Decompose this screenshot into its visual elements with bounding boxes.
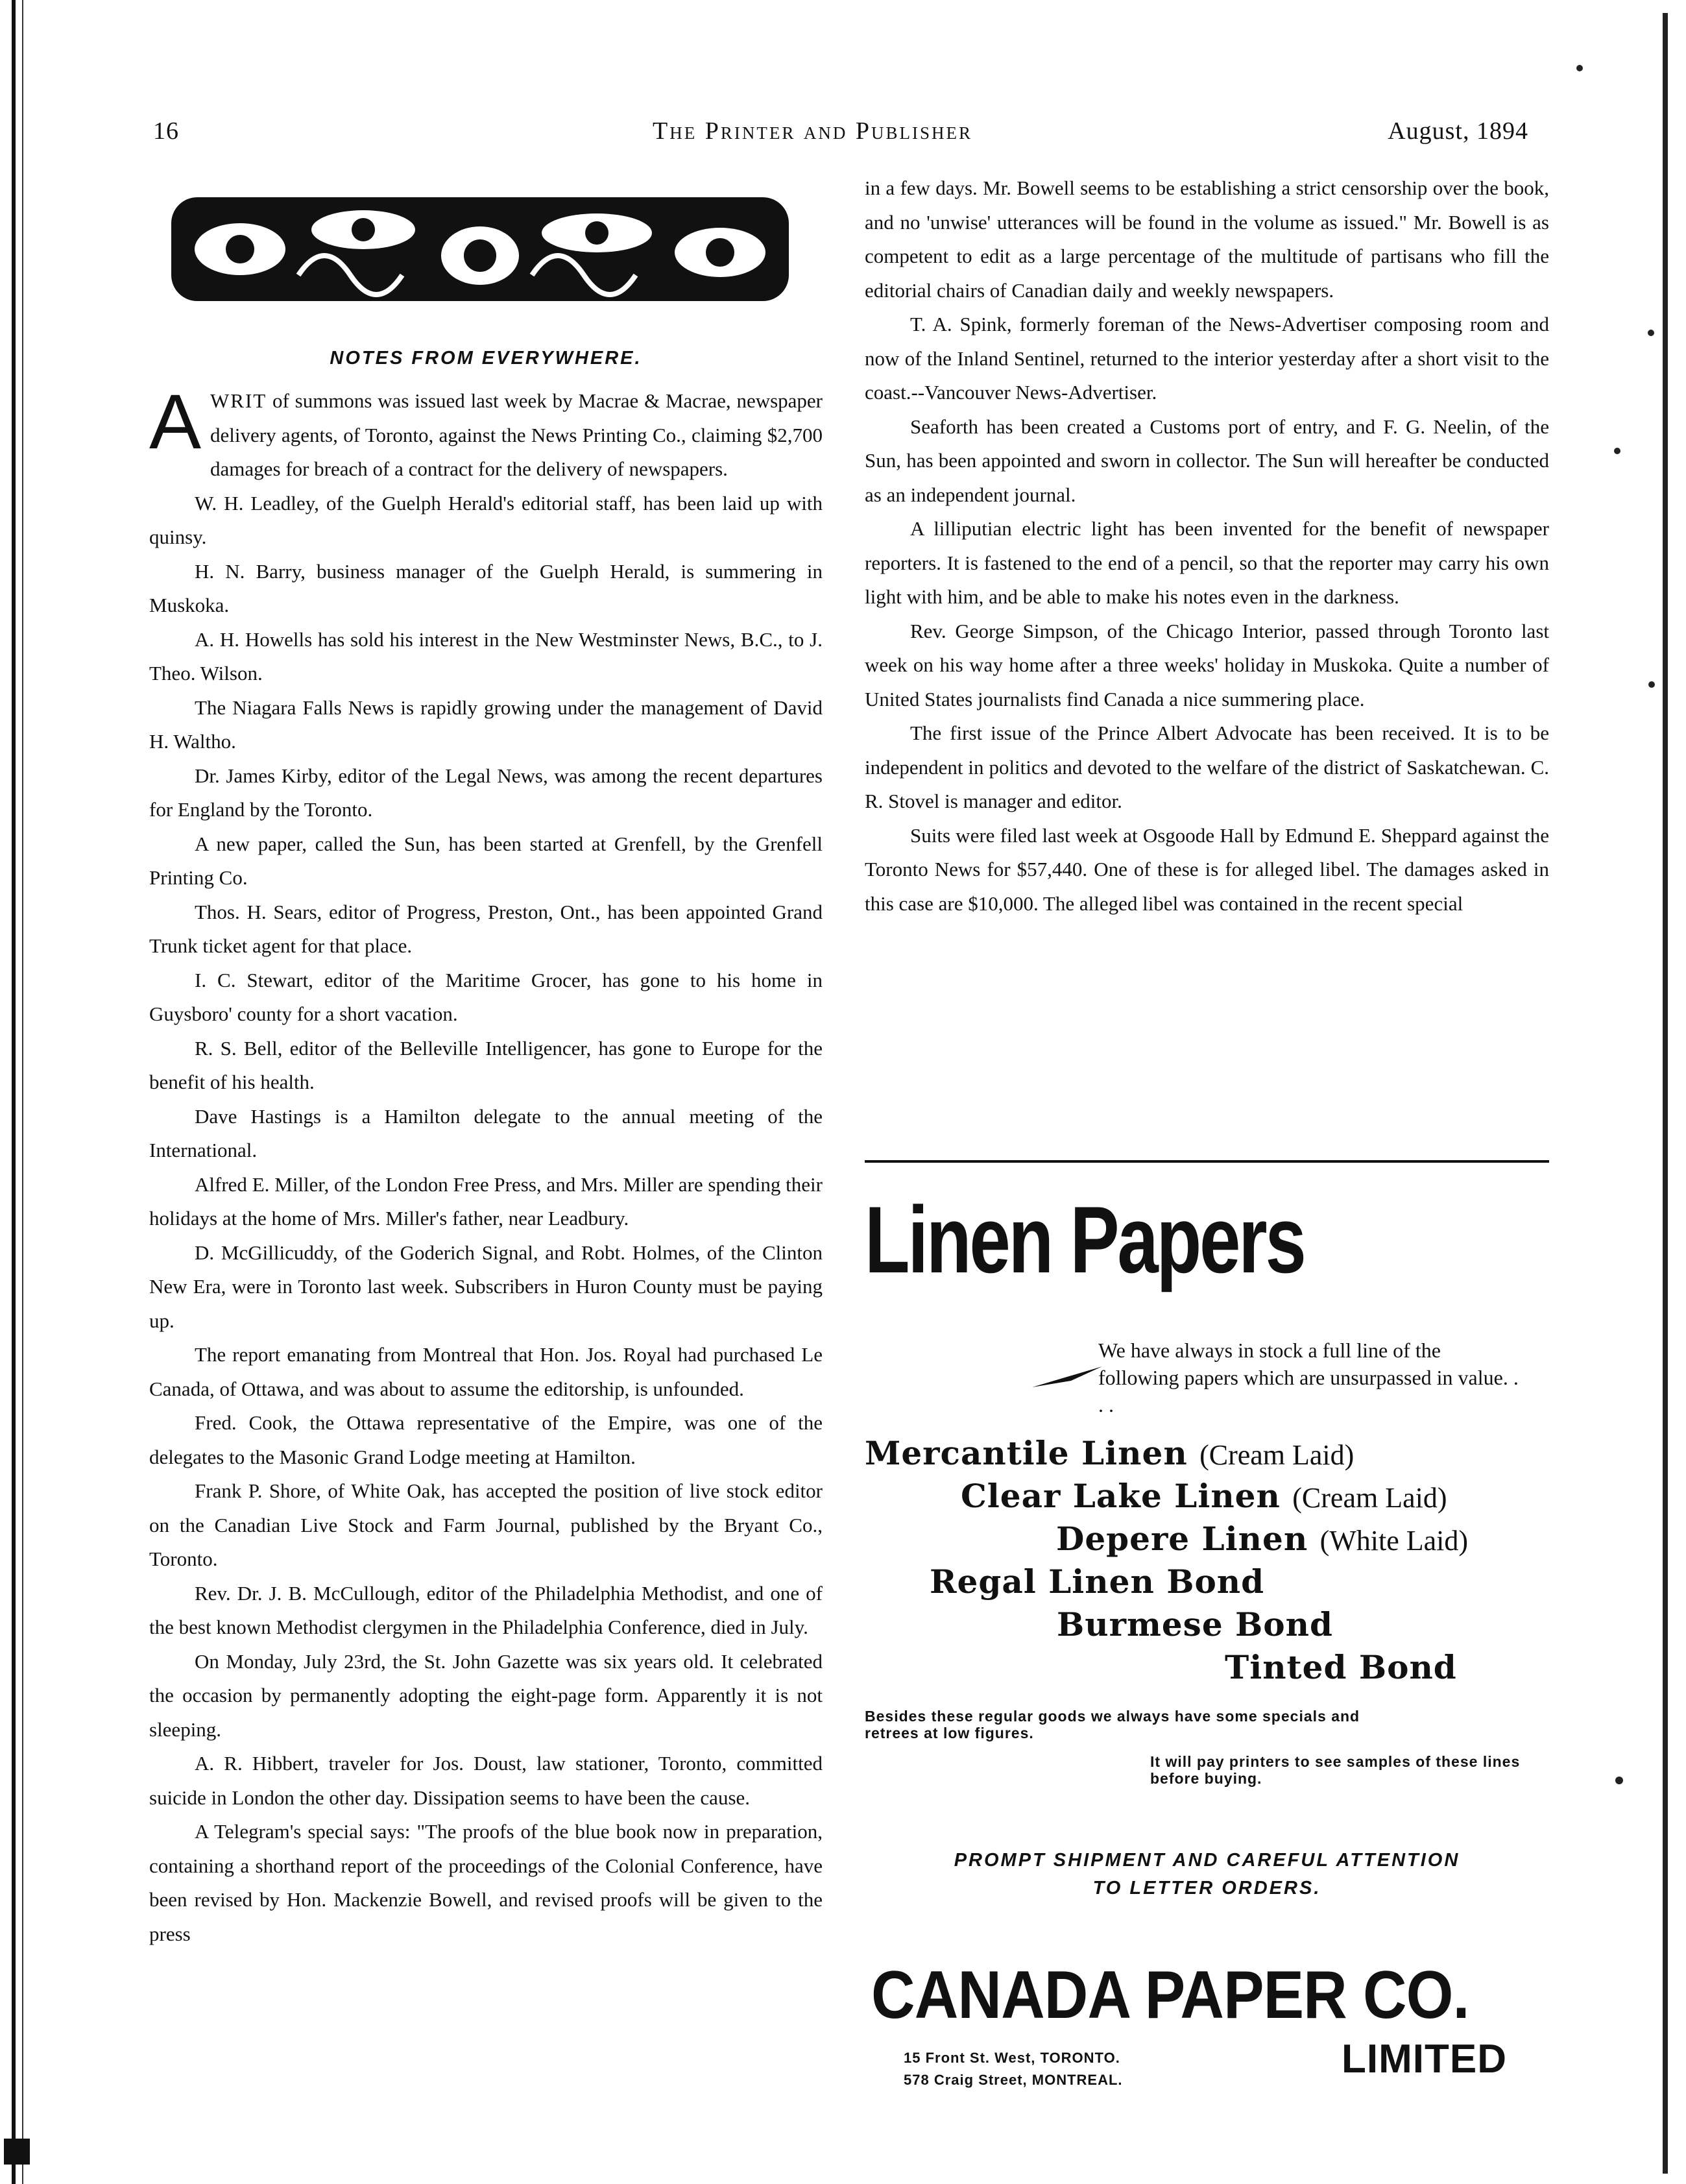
news-item: Rev. George Simpson, of the Chicago Interior, passed through Toronto last week on his way home after a three weeks' holiday in Muskoka. Quite a number of United States journalists find Canada a nice summering place.: [865, 619, 1549, 710]
news-item: A. R. Hibbert, traveler for Jos. Doust, law stationer, Toronto, committed suicide in London the other day. Dissipation seems to have been the cause.: [149, 1752, 823, 1809]
paper-desc: (Cream Laid): [1199, 1439, 1355, 1471]
ad-intro: We have always in stock a full line of the following papers which are unsurpassed in value. . . .: [1098, 1339, 1519, 1416]
company-limited: LIMITED: [1342, 2037, 1507, 2081]
paper-name: Burmese Bond: [1057, 1605, 1333, 1644]
shipment-line: PROMPT SHIPMENT AND CAREFUL ATTENTION: [954, 1850, 1460, 1871]
scan-speck: [1648, 330, 1654, 336]
news-item: Dr. James Kirby, editor of the Legal News, was among the recent departures for England by the Toronto.: [149, 764, 823, 821]
lead-paragraph: [149, 378, 823, 487]
column-divider-rule: [865, 1160, 1549, 1163]
news-item: On Monday, July 23rd, the St. John Gazette was six years old. It celebrated the occasion by permanently adopting the eight-page form. Apparently it is not sleeping.: [149, 1649, 823, 1741]
news-item: I. C. Stewart, editor of the Maritime Grocer, has gone to his home in Guysboro' county for a short vacation.: [149, 968, 823, 1025]
paper-name: Depere Linen: [1056, 1520, 1308, 1558]
pointing-arrow-icon: [1032, 1364, 1103, 1390]
news-item: Thos. H. Sears, editor of Progress, Preston, Ont., has been appointed Grand Trunk ticket agent for that place.: [149, 900, 823, 957]
news-item: T. A. Spink, formerly foreman of the News-Advertiser composing room and now of the Inland Sentinel, returned to the interior yesterday after a short visit to the coast.--Vancouver News-Advertiser.: [865, 313, 1549, 404]
lead-text: of summons was issued last week by Macrae & Macrae, newspaper delivery agents, of Toronto, against the News Printing Co., claiming $2,700 damages for breach of a contract for the delivery of newspapers.: [210, 389, 823, 480]
page-edge-rule: [12, 0, 16, 2184]
paper-name: Clear Lake Linen: [961, 1477, 1281, 1515]
news-item: Frank P. Shore, of White Oak, has accepted the position of live stock editor on the Canadian Live Stock and Farm Journal, published by the Bryant Co., Toronto.: [149, 1479, 823, 1570]
paper-desc: (White Laid): [1319, 1525, 1469, 1557]
news-item: R. S. Bell, editor of the Belleville Intelligencer, has gone to Europe for the benefit of his health.: [149, 1036, 823, 1093]
page-edge-rule-inner: [22, 0, 23, 2184]
advertisement: [865, 1168, 1549, 2109]
scan-speck: [1576, 65, 1583, 71]
paper-name: Tinted Bond: [1225, 1648, 1457, 1686]
scan-speck: [1648, 681, 1655, 688]
paper-line: [1057, 1605, 1333, 1644]
news-item: D. McGillicuddy, of the Goderich Signal, and Robt. Holmes, of the Clinton New Era, were in Toronto last week. Subscribers in Huron County must be paying up.: [149, 1241, 823, 1332]
samples-note: It will pay printers to see samples of these lines before buying.: [1150, 1753, 1521, 1787]
news-item: Seaforth has been created a Customs port of entry, and F. G. Neelin, of the Sun, has been appointed and sworn in collector. The Sun will hereafter be conducted as an independent journal.: [865, 415, 1549, 506]
news-item: The report emanating from Montreal that Hon. Jos. Royal had purchased Le Canada, of Ottawa, and was about to assume the editorship, is unfounded.: [149, 1343, 823, 1400]
company-addresses: [904, 2047, 1123, 2091]
paper-line: [1225, 1648, 1457, 1686]
right-edge-rule: [1663, 13, 1668, 2174]
news-item: The Niagara Falls News is rapidly growing under the management of David H. Waltho.: [149, 696, 823, 753]
lead-first-word: WRIT: [210, 389, 267, 412]
news-item: A. H. Howells has sold his interest in the New Westminster News, B.C., to J. Theo. Wilson.: [149, 627, 823, 685]
issue-date: August, 1894: [1388, 117, 1528, 145]
news-item: The first issue of the Prince Albert Advocate has been received. It is to be independent in politics and devoted to the welfare of the district of Saskatchewan. C. R. Stovel is manager and editor.: [865, 722, 1549, 812]
news-item: Suits were filed last week at Osgoode Hall by Edmund E. Sheppard against the Toronto News for $57,440. One of these is for alleged libel. The damages asked in this case are $10,000. The alleged libel was contained in the recent special: [865, 823, 1549, 915]
paper-name: Regal Linen Bond: [930, 1562, 1265, 1601]
shipment-notice: [865, 1847, 1549, 1902]
news-item-continued: in a few days. Mr. Bowell seems to be establishing a strict censorship over the book, and no 'unwise' utterances will be found in the volume as issued." Mr. Bowell is as competent to edit as a large percentage of the multitude of partisans who fill the editorial chairs of Canadian daily and weekly newspapers.: [865, 176, 1549, 302]
news-item: H. N. Barry, business manager of the Guelph Herald, is summering in Muskoka.: [149, 559, 823, 616]
paper-name: Mercantile Linen: [865, 1434, 1188, 1472]
news-item: W. H. Leadley, of the Guelph Herald's editorial staff, has been laid up with quinsy.: [149, 491, 823, 548]
news-item: A new paper, called the Sun, has been started at Grenfell, by the Grenfell Printing Co.: [149, 832, 823, 889]
address-line: 578 Craig Street, MONTREAL.: [904, 2072, 1123, 2088]
ad-title: Linen Papers: [865, 1187, 1305, 1292]
company-name: CANADA PAPER CO.: [871, 1958, 1469, 2033]
specials-note: Besides these regular goods we always have some specials and retrees at low figures.: [865, 1708, 1360, 1741]
news-item: Alfred E. Miller, of the London Free Press, and Mrs. Miller are spending their holidays at the home of Mrs. Miller's father, near Leadbury.: [149, 1172, 823, 1230]
paper-line: [865, 1434, 1354, 1472]
paper-desc: (Cream Laid): [1292, 1482, 1447, 1514]
news-item: Fred. Cook, the Ottawa representative of the Empire, was one of the delegates to the Masonic Grand Lodge meeting at Hamilton.: [149, 1411, 823, 1468]
scan-speck: [1615, 1777, 1623, 1784]
scan-corner-mark: [4, 2139, 30, 2165]
drop-cap: A: [149, 378, 202, 465]
news-item: Rev. Dr. J. B. McCullough, editor of the Philadelphia Methodist, and one of the best known Methodist clergymen in the Philadelphia Conference, died in July.: [149, 1581, 823, 1638]
news-item: Dave Hastings is a Hamilton delegate to the annual meeting of the International.: [149, 1104, 823, 1161]
news-item: A lilliputian electric light has been invented for the benefit of newspaper reporters. It is fastened to the end of a pencil, so that the reporter may carry his own light with him, and be able to make his notes even in the darkness.: [865, 517, 1549, 608]
page-number: 16: [153, 117, 179, 145]
address-line: 15 Front St. West, TORONTO.: [904, 2050, 1120, 2066]
news-item: A Telegram's special says: "The proofs of the blue book now in preparation, containing a shorthand report of the proceedings of the Colonial Conference, have been revised by Hon. Mackenzie Bowell, and revised proofs will be given to the press: [149, 1820, 823, 1945]
paper-line: [1056, 1520, 1468, 1558]
running-header: [153, 117, 1528, 156]
left-column: [149, 171, 823, 1951]
section-heading: NOTES FROM EVERYWHERE.: [330, 347, 642, 369]
shipment-line: TO LETTER ORDERS.: [1092, 1878, 1321, 1899]
right-column: [865, 171, 1549, 921]
decorative-scroll-ornament: [169, 178, 791, 317]
paper-line: [930, 1562, 1264, 1601]
scan-speck: [1614, 448, 1620, 454]
publication-title: The Printer and Publisher: [653, 117, 972, 145]
paper-line: [961, 1477, 1447, 1515]
